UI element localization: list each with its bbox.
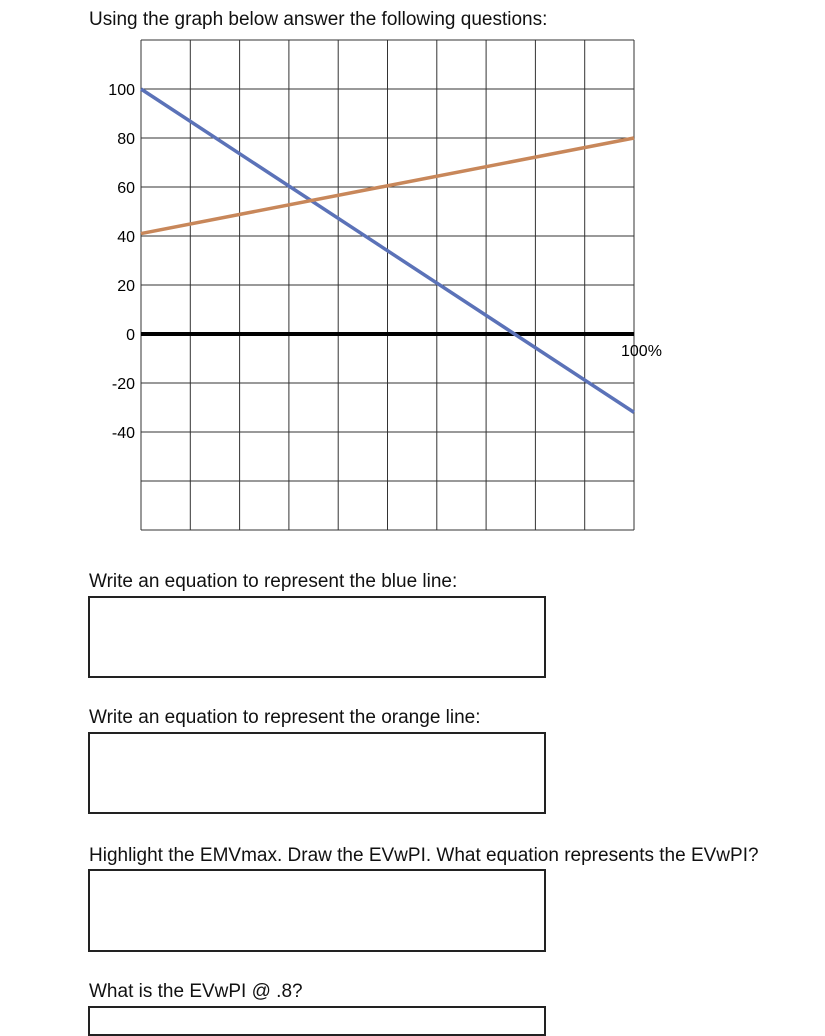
answer-box-evwpi-at-0-8[interactable] [88, 1006, 546, 1036]
answer-box-orange-line[interactable] [88, 732, 546, 814]
y-tick-label: -40 [111, 425, 135, 442]
y-tick-label: 40 [117, 229, 135, 246]
question-blue-line: Write an equation to represent the blue line: [89, 571, 458, 592]
answer-box-blue-line[interactable] [88, 596, 546, 678]
question-orange-line: Write an equation to represent the orange line: [89, 707, 481, 728]
answer-box-evwpi-equation[interactable] [88, 869, 546, 952]
y-tick-label: -20 [111, 376, 135, 393]
y-tick-label: 20 [117, 278, 135, 295]
x-axis-100-percent-label: 100% [621, 343, 662, 360]
question-evwpi-equation: Highlight the EMVmax. Draw the EVwPI. What equation represents the EVwPI? [89, 845, 759, 866]
y-tick-label: 100 [108, 82, 135, 99]
graph-grid [141, 40, 634, 530]
y-tick-label: 0 [126, 327, 135, 344]
y-axis-ticks [108, 82, 135, 442]
question-evwpi-at-0-8: What is the EVwPI @ .8? [89, 981, 303, 1002]
instructions-heading: Using the graph below answer the following questions: [89, 9, 548, 30]
y-tick-label: 60 [117, 180, 135, 197]
y-tick-label: 80 [117, 131, 135, 148]
